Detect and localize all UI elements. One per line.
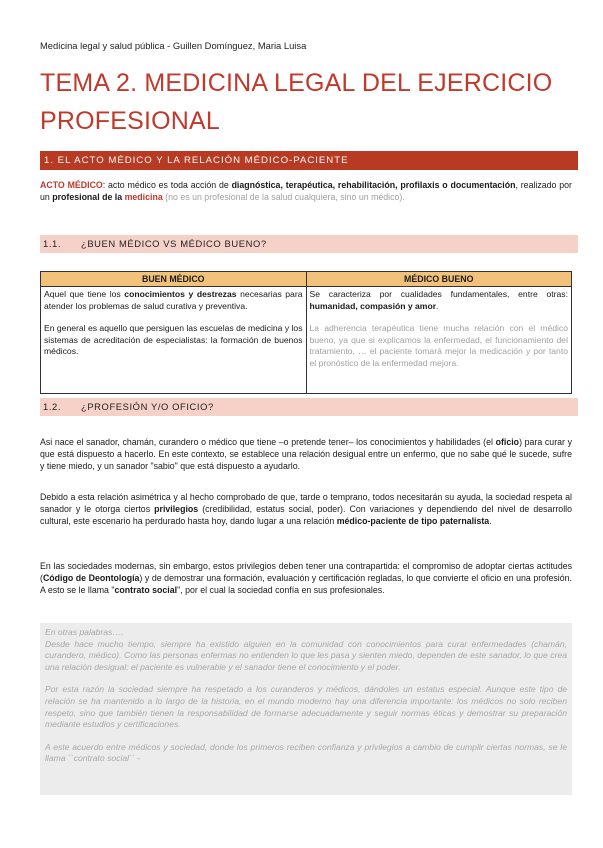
- subsection-heading-1-1: 1.1. ¿BUEN MÉDICO VS MÉDICO BUENO?: [40, 235, 578, 253]
- paragraph-oficio: Asi nace el sanador, chamán, curandero o médico que tiene –o pretende tener– los conocimientos y habilidades (el oficio) para curar y que está dispuesto a hacerlo. En este contexto, se establece una relación desigual entre un enfermo, que no sabe qué le sucede, sufre y tiene miedo, y un sanador "sabio" que está dispuesto a ayudarlo.: [40, 437, 572, 472]
- section-heading-1: 1. EL ACTO MÉDICO Y LA RELACIÓN MÉDICO-PACIENTE: [40, 151, 578, 170]
- title-line-2: PROFESIONAL: [40, 107, 221, 135]
- page-title: [40, 64, 580, 140]
- summary-paragraph-3: A este acuerdo entre médicos y sociedad, donde los primeros reciben confianza y privilegios a cambio de cumplir ciertas normas, se le llama ``contrato social`` -: [45, 741, 567, 764]
- comparison-table: [40, 271, 572, 394]
- title-line-1: TEMA 2. MEDICINA LEGAL DEL EJERCICIO: [40, 69, 553, 97]
- table-cell-medico-bueno: Se caracteriza por cualidades fundamentales, entre otras: humanidad, compasión y amor. La adherencia terapéutica tiene mucha relación con el médico bueno, ya que si explicamos la enfermedad, el funcionamiento del tratamiento, … el paciente tomará mejor la medicación y por tanto el pronóstico de la enfermedad mejora.: [306, 287, 572, 394]
- running-header: Medicina legal y salud pública - Guillen Domínguez, Maria Luisa: [40, 40, 307, 51]
- acto-medico-label: ACTO MÉDICO: [40, 180, 103, 190]
- summary-heading: En otras palabras….: [45, 627, 124, 637]
- summary-box: [40, 623, 572, 795]
- paragraph-contrato-social: En las sociedades modernas, sin embargo, estos privilegios deben tener una contrapartida: el compromiso de adoptar ciertas actitudes (Código de Deontología) y de demostrar una formación, evaluación y certificación regladas, lo que convierte el oficio en una profesión. A esto se le llama "contrato social", por el cual la sociedad confía en sus profesionales.: [40, 561, 572, 596]
- summary-paragraph-2: Por esta razón la sociedad siempre ha respetado a los curanderos y médicos, dándoles un estatus especial. Aunque este tipo de relación se ha mantenido a lo largo de la historia, en el mundo moderno hay una diferencia importante: los médicos no solo reciben respeto, sino que también tienen la responsabilidad de formarse adecuadamente y seguir normas éticas y demostrar su preparación mediante estudios y certificaciones.: [45, 684, 567, 730]
- paragraph-privilegios: Debido a esta relación asimétrica y al hecho comprobado de que, tarde o temprano, todos necesitarán su ayuda, la sociedad respeta al sanador y le otorga ciertos privilegios (credibilidad, estatus social, poder). Con variaciones y dependiendo del nivel de desarrollo cultural, este escenario ha perdurado hasta hoy, dando lugar a una relación médico-paciente de tipo paternalista.: [40, 492, 572, 527]
- summary-paragraph-1: Desde hace mucho tiempo, siempre ha existido alguien en la comunidad con conocimientos para curar enfermedades (chamán, curandero, médico). Como las personas enfermas no entienden lo que les pasa y sienten miedo, dependen de este sanador, lo que crea una relación desigual: el paciente es vulnerable y el sanador tiene el conocimiento y el poder.: [45, 638, 567, 672]
- table-cell-buen-medico: Aquel que tiene los conocimientos y destrezas necesarias para atender los problemas de salud curativa y preventiva. En general es aquello que persiguen las escuelas de medicina y los sistemas de acreditación de especialistas: la formación de buenos médicos.: [41, 287, 307, 394]
- acto-medico-paragraph: ACTO MÉDICO: acto médico es toda acción de diagnóstica, terapéutica, rehabilitación, profilaxis o documentación, realizado por un profesional de la medicina (no es un profesional de la salud cualquiera, sino un médico).: [40, 180, 572, 203]
- table-header-medico-bueno: MÉDICO BUENO: [306, 272, 572, 287]
- subsection-heading-1-2: 1.2. ¿PROFESIÓN Y/O OFICIO?: [40, 398, 578, 416]
- table-header-buen-medico: BUEN MÉDICO: [41, 272, 307, 287]
